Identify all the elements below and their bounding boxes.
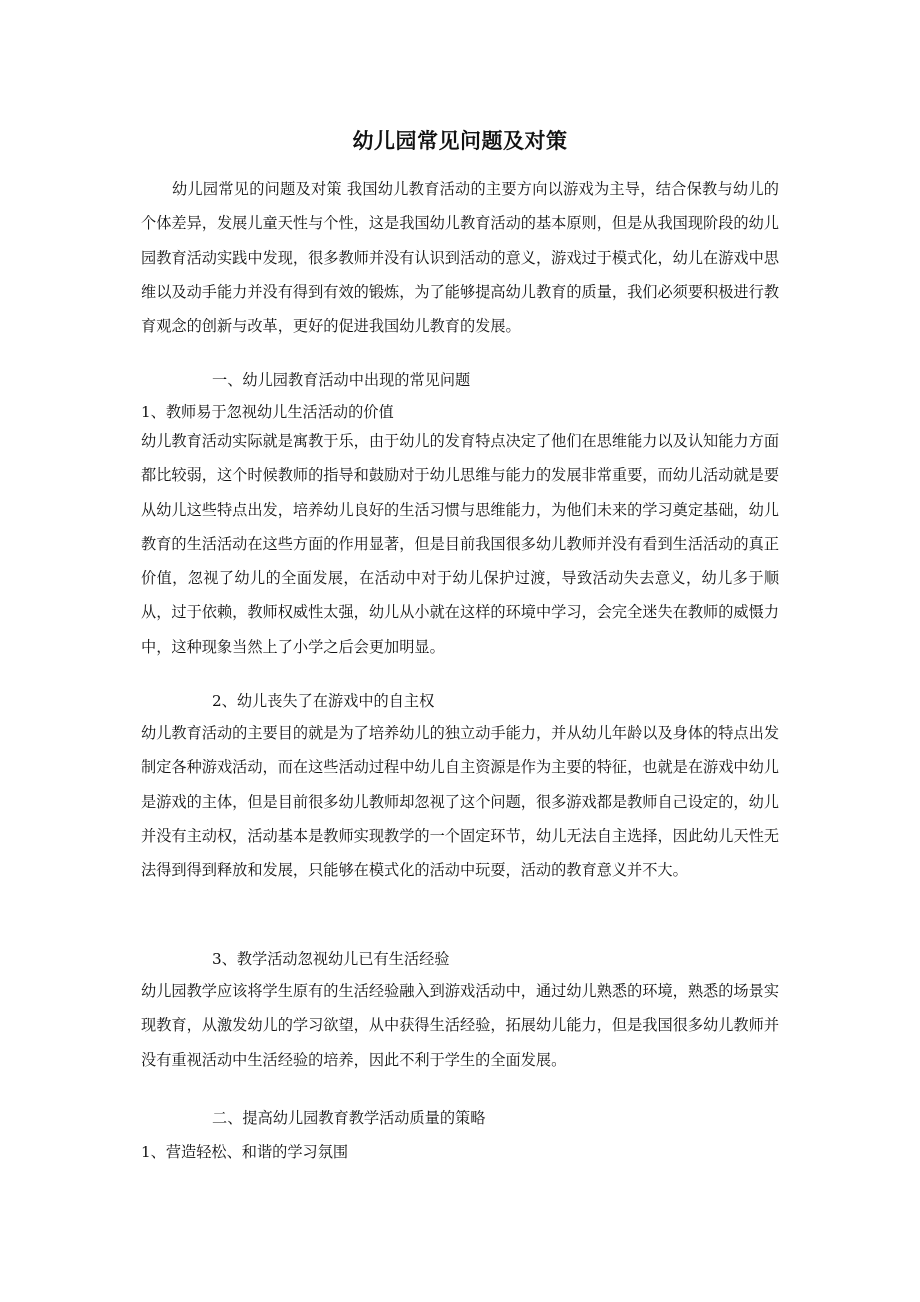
section1-item1-heading: 1、教师易于忽视幼儿生活活动的价值: [141, 403, 394, 421]
section1-item1-body: 幼儿教育活动实际就是寓教于乐，由于幼儿的发育特点决定了他们在思维能力以及认知能力方面都比较弱，这个时候教师的指导和鼓励对于幼儿思维与能力的发展非常重要，而幼儿活动就是要从幼儿这些特点出发，培养幼儿良好的生活习惯与思维能力，为他们未来的学习奠定基础，幼儿教育的生活活动在这些方面的作用显著，但是目前我国很多幼儿教师并没有看到生活活动的真正价值，忽视了幼儿的全面发展，在活动中对于幼儿保护过渡，导致活动失去意义，幼儿多于顺从，过于依赖，教师权威性太强，幼儿从小就在这样的环境中学习，会完全迷失在教师的威慑力中，这种现象当然上了小学之后会更加明显。: [141, 432, 779, 656]
section1-item2-heading: 2、幼儿丧失了在游戏中的自主权: [212, 692, 435, 710]
section1-item3-heading: 3、教学活动忽视幼儿已有生活经验: [212, 950, 450, 968]
section1-item3-body: 幼儿园教学应该将学生原有的生活经验融入到游戏活动中，通过幼儿熟悉的环境，熟悉的场景实现教育，从激发幼儿的学习欲望，从中获得生活经验，拓展幼儿能力，但是我国很多幼儿教师并没有重视活动中生活经验的培养，因此不利于学生的全面发展。: [141, 982, 779, 1069]
section1-item2-body: 幼儿教育活动的主要目的就是为了培养幼儿的独立动手能力，并从幼儿年龄以及身体的特点出发制定各种游戏活动，而在这些活动过程中幼儿自主资源是作为主要的特征，也就是在游戏中幼儿是游戏的主体，但是目前很多幼儿教师却忽视了这个问题，很多游戏都是教师自己设定的，幼儿并没有主动权，活动基本是教师实现教学的一个固定环节，幼儿无法自主选择，因此幼儿天性无法得到得到释放和发展，只能够在模式化的活动中玩耍，活动的教育意义并不大。: [141, 724, 779, 880]
section2-item1-heading: 1、营造轻松、和谐的学习氛围: [141, 1143, 349, 1161]
section2-heading: 二、提高幼儿园教育教学活动质量的策略: [212, 1109, 486, 1127]
intro-paragraph: 幼儿园常见的问题及对策 我国幼儿教育活动的主要方向以游戏为主导，结合保教与幼儿的个体差异，发展儿童天性与个性，这是我国幼儿教育活动的基本原则，但是从我国现阶段的幼儿园教育活动实践中发现，很多教师并没有认识到活动的意义，游戏过于模式化，幼儿在游戏中思维以及动手能力并没有得到有效的锻炼，为了能够提高幼儿教育的质量，我们必须要积极进行教育观念的创新与改革，更好的促进我国幼儿教育的发展。: [141, 180, 779, 336]
document-title: 幼儿园常见问题及对策: [352, 128, 568, 153]
section1-heading: 一、幼儿园教育活动中出现的常见问题: [212, 371, 471, 389]
